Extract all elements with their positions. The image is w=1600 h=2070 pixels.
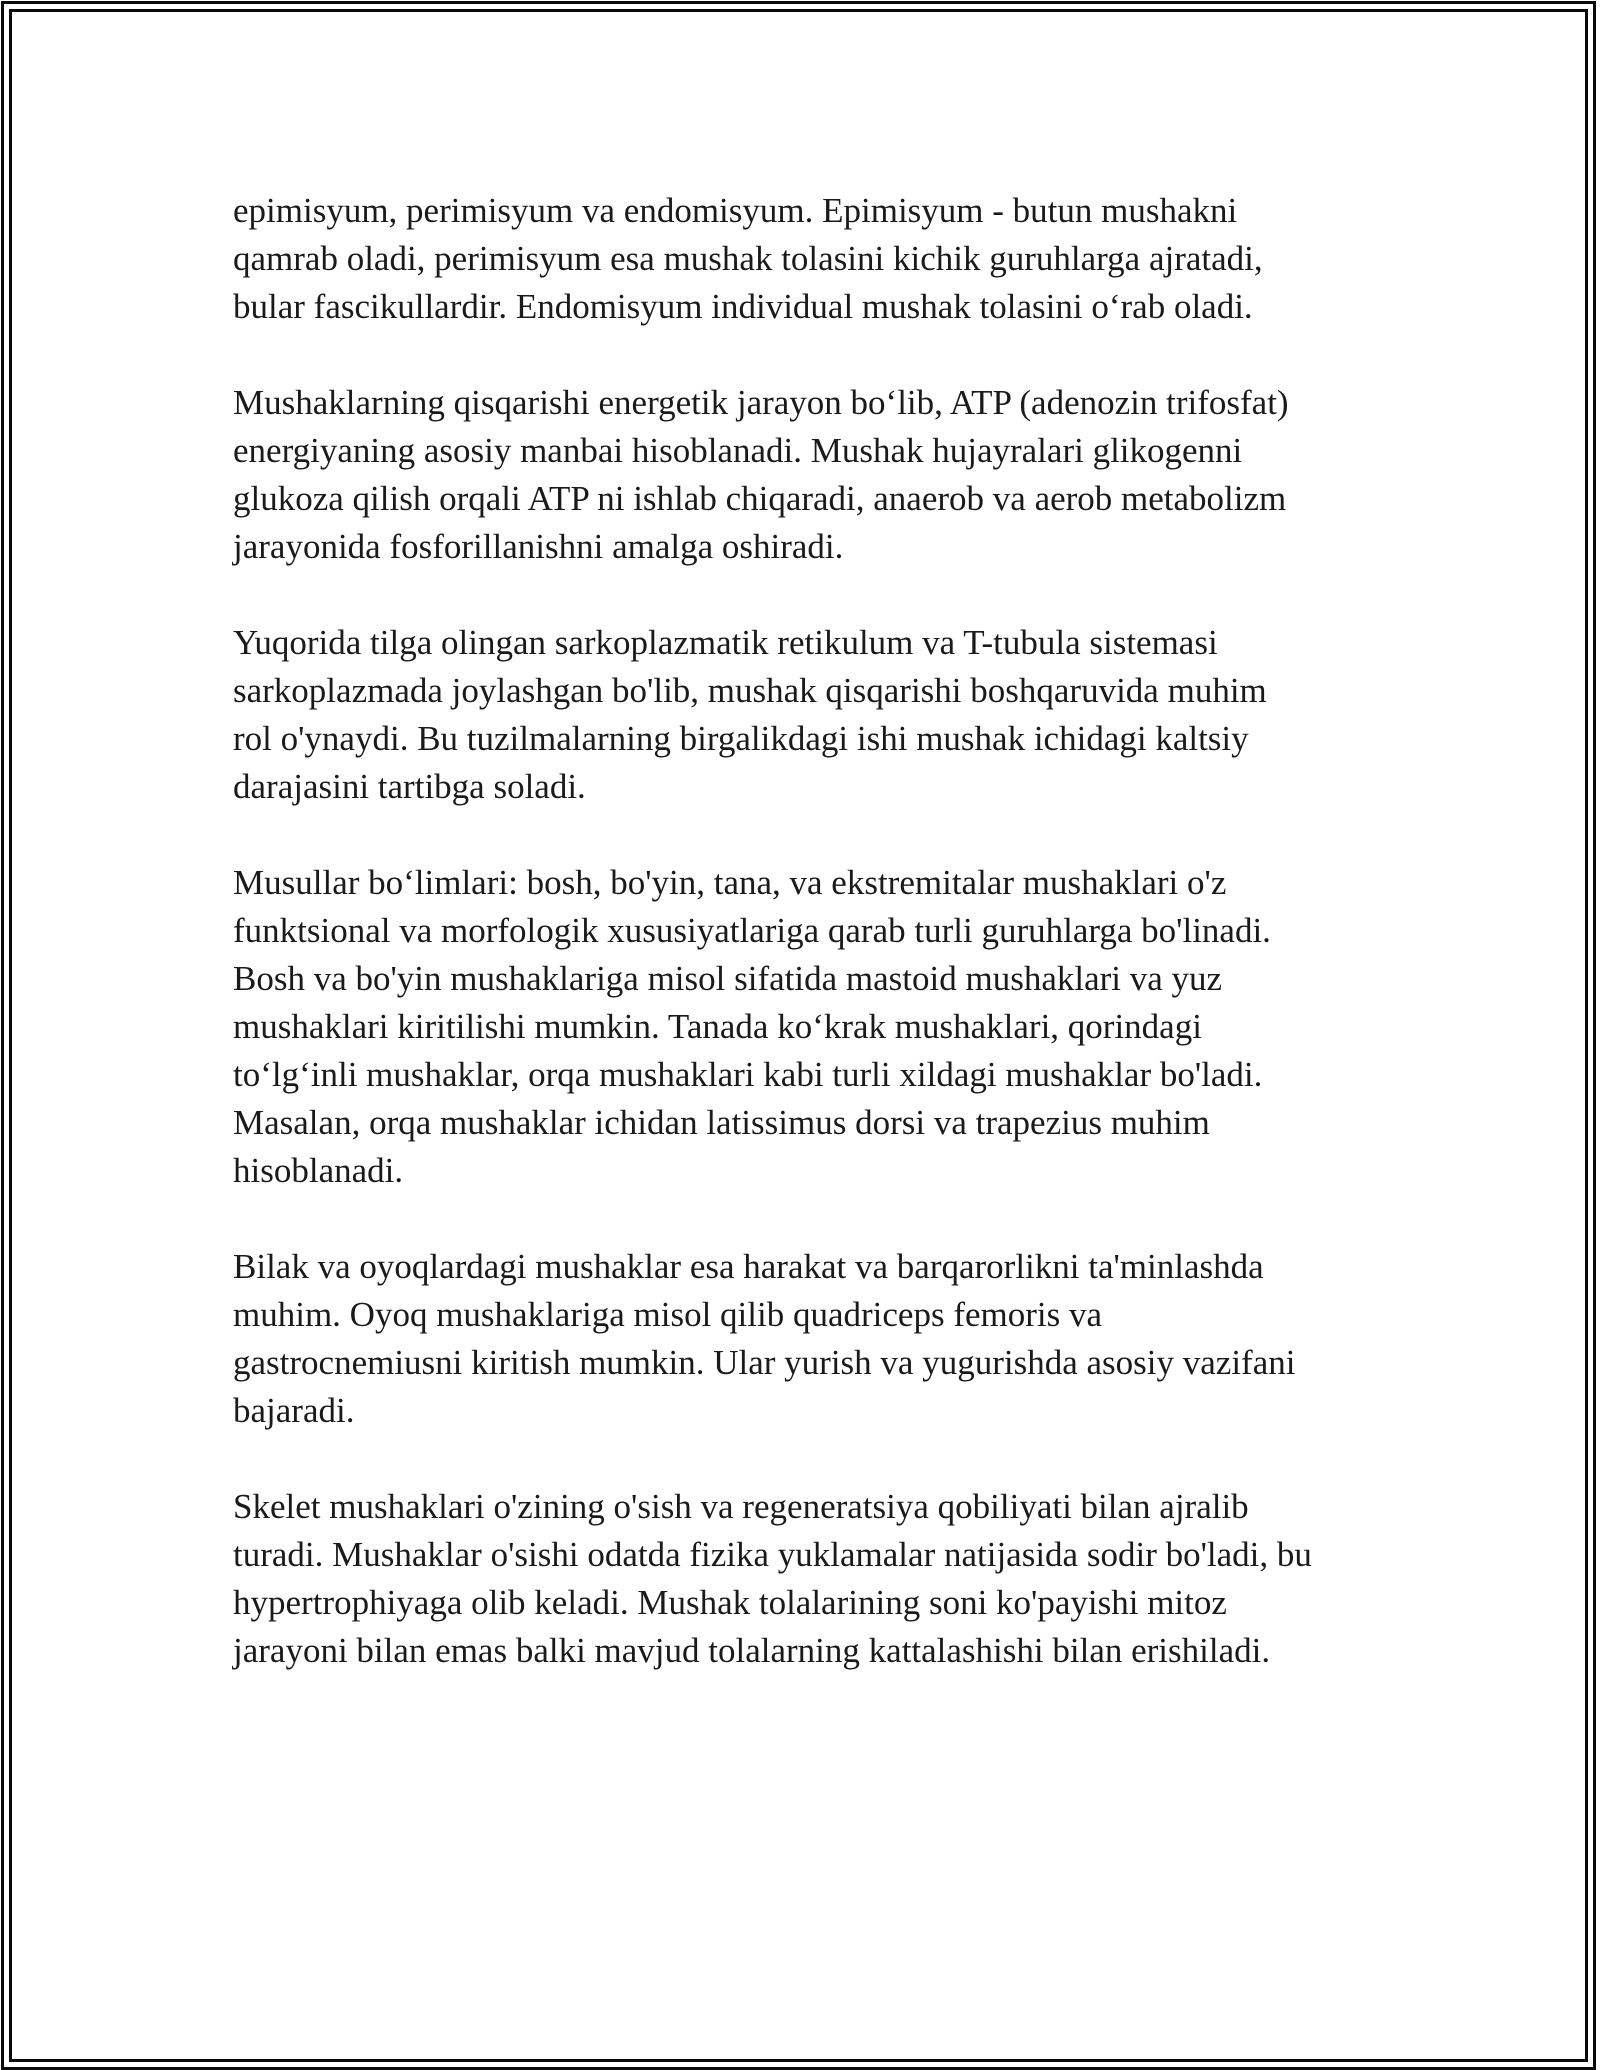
- text-line: epimisyum, perimisyum va endomisyum. Epimisyum - butun mushakni: [233, 191, 1238, 230]
- text-line: gastrocnemiusni kiritish mumkin. Ular yurish va yugurishda asosiy vazifani: [233, 1343, 1296, 1382]
- document-body: [12, 12, 1585, 2059]
- text-line: bular fascikullardir. Endomisyum individual mushak tolasini oʻrab oladi.: [233, 287, 1253, 326]
- text-line: glukoza qilish orqali ATP ni ishlab chiqaradi, anaerob va aerob metabolizm: [233, 479, 1287, 518]
- paragraph: [233, 619, 1545, 811]
- text-line: rol o'ynaydi. Bu tuzilmalarning birgalikdagi ishi mushak ichidagi kaltsiy: [233, 719, 1249, 758]
- text-line: Bosh va bo'yin mushaklariga misol sifatida mastoid mushaklari va yuz: [233, 959, 1223, 998]
- text-line: Mushaklarning qisqarishi energetik jarayon boʻlib, ATP (adenozin trifosfat): [233, 383, 1289, 422]
- paragraph: [233, 1483, 1545, 1675]
- text-line: Yuqorida tilga olingan sarkoplazmatik retikulum va T-tubula sistemasi: [233, 623, 1218, 662]
- text-line: funktsional va morfologik xususiyatlariga qarab turli guruhlarga bo'linadi.: [233, 911, 1271, 950]
- text-line: toʻlgʻinli mushaklar, orqa mushaklari kabi turli xildagi mushaklar bo'ladi.: [233, 1055, 1263, 1094]
- text-line: Musullar boʻlimlari: bosh, bo'yin, tana, va ekstremitalar mushaklari o'z: [233, 863, 1227, 902]
- text-line: energiyaning asosiy manbai hisoblanadi. Mushak hujayralari glikogenni: [233, 431, 1243, 470]
- text-line: Skelet mushaklari o'zining o'sish va regeneratsiya qobiliyati bilan ajralib: [233, 1487, 1249, 1526]
- text-line: Masalan, orqa mushaklar ichidan latissimus dorsi va trapezius muhim: [233, 1103, 1210, 1142]
- text-line: jarayonida fosforillanishni amalga oshiradi.: [233, 527, 844, 566]
- text-line: hypertrophiyaga olib keladi. Mushak tolalarining soni ko'payishi mitoz: [233, 1583, 1227, 1622]
- text-line: Bilak va oyoqlardagi mushaklar esa harakat va barqarorlikni ta'minlashda: [233, 1247, 1264, 1286]
- paragraph: [233, 1243, 1545, 1435]
- text-line: sarkoplazmada joylashgan bo'lib, mushak qisqarishi boshqaruvida muhim: [233, 671, 1267, 710]
- paragraph: [233, 859, 1545, 1195]
- inner-border-frame: [9, 9, 1588, 2062]
- text-line: qamrab oladi, perimisyum esa mushak tolasini kichik guruhlarga ajratadi,: [233, 239, 1263, 278]
- text-line: jarayoni bilan emas balki mavjud tolalarning kattalashishi bilan erishiladi.: [233, 1631, 1271, 1670]
- text-line: darajasini tartibga soladi.: [233, 767, 586, 806]
- text-line: muhim. Oyoq mushaklariga misol qilib quadriceps femoris va: [233, 1295, 1103, 1334]
- paragraph: [233, 187, 1545, 331]
- text-line: turadi. Mushaklar o'sishi odatda fizika yuklamalar natijasida sodir bo'ladi, bu: [233, 1535, 1312, 1574]
- text-line: hisoblanadi.: [233, 1151, 404, 1190]
- outer-border-frame: [1, 1, 1596, 2070]
- text-line: mushaklari kiritilishi mumkin. Tanada koʻkrak mushaklari, qorindagi: [233, 1007, 1202, 1046]
- paragraph: [233, 379, 1545, 571]
- text-line: bajaradi.: [233, 1391, 355, 1430]
